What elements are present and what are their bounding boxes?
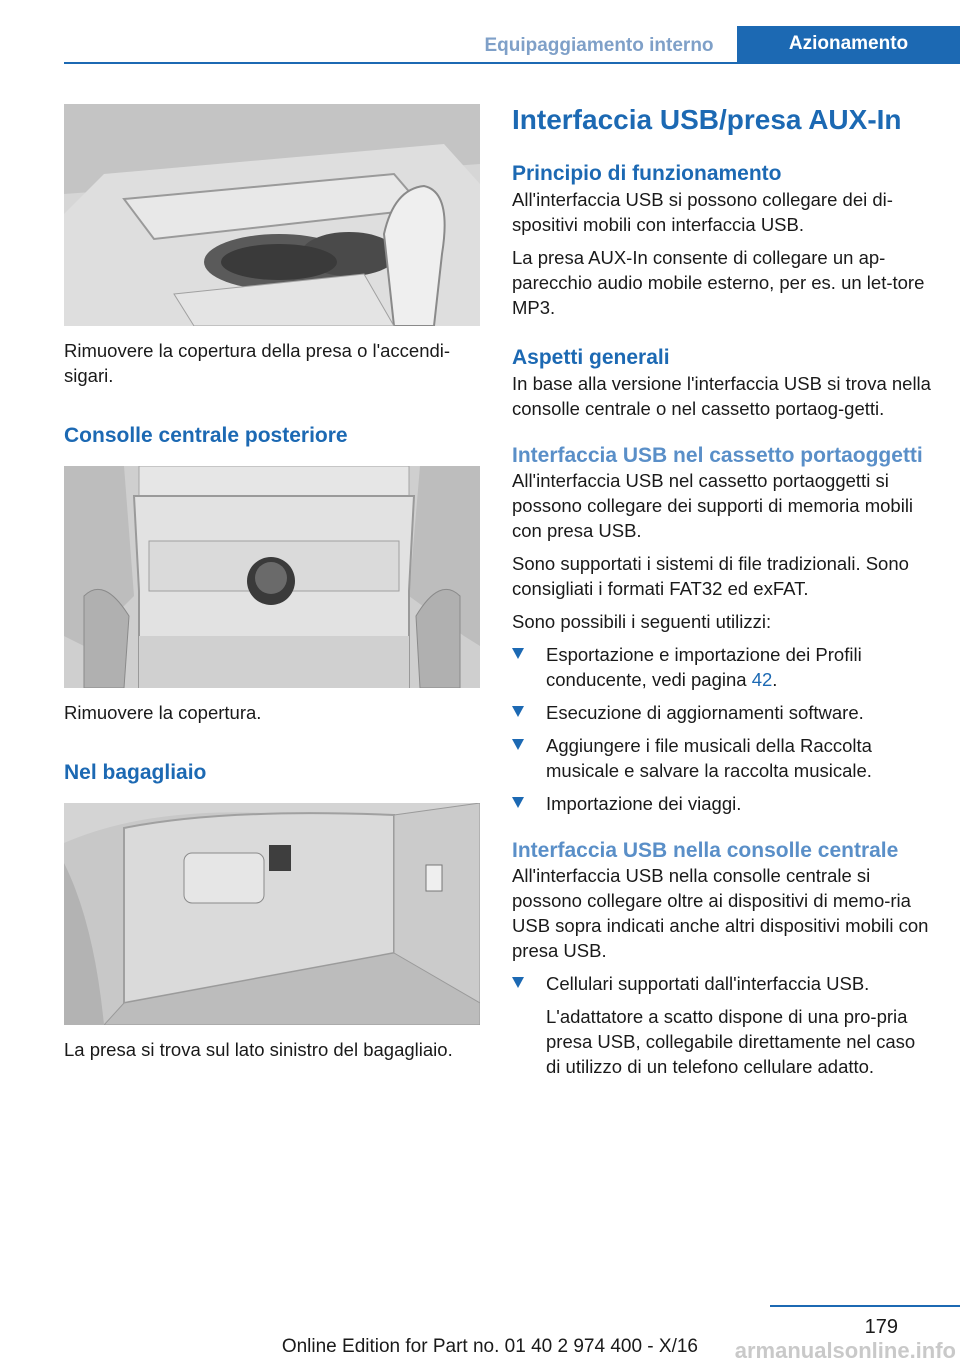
section-title: Interfaccia USB/presa AUX-In [512,104,902,135]
text-glovebox-3: Sono possibili i seguenti utilizzi: [512,611,772,632]
edition-note: Online Edition for Part no. 01 40 2 974 400 - X/16 [281,1336,698,1357]
heading-general: Aspetti generali [512,346,670,369]
caption-luggage: La presa si trova sul lato sinistro del bagagliaio. [64,1039,453,1060]
heading-console: Interfaccia USB nella consolle centrale [512,839,899,862]
list-item: Aggiungere i file musicali della Raccolta musicale e salvare la raccolta musicale. [512,733,932,783]
text-principle-2: La presa AUX-In consente di collegare un ap‐parecchio audio mobile esterno, per es. un let‐tore MP3. [512,247,925,318]
text-console: All'interfaccia USB nella consolle centrale si possono collegare oltre ai dispositivi di memo‐ria USB sopra indicati anche altri dispositivi mobili con presa USB. [512,865,929,961]
luggage-photo [64,803,480,1025]
left-column [64,104,480,1062]
text-general: In base alla versione l'interfaccia USB si trova nella consolle centrale o nel cassetto portaog‐getti. [512,373,931,419]
list-item: Cellulari supportati dall'interfaccia USB. L'adattatore a scatto dispone di una pro‐pria presa USB, collegabile direttamente nel caso di utilizzo di un telefono cellulare adatto. [512,971,932,1079]
right-column [512,104,932,1079]
text-glovebox-2: Sono supportati i sistemi di file tradizionali. Sono consigliati i formati FAT32 ed exFAT. [512,553,909,599]
heading-principle: Principio di funzionamento [512,162,782,185]
rear-console-photo [64,466,480,688]
heading-glovebox: Interfaccia USB nel cassetto portaoggetti [512,444,923,467]
page-link[interactable]: 42 [751,669,773,690]
list-item: Importazione dei viaggi. [512,791,932,816]
caption-rear-console: Rimuovere la copertura. [64,702,262,723]
text-glovebox-1: All'interfaccia USB nel cassetto portaoggetti si possono collegare dei supporti di memoria mobili con presa USB. [512,470,914,541]
caption-front-console: Rimuovere la copertura della presa o l'accendi‐sigari. [64,340,451,386]
chapter-tab[interactable]: Azionamento [737,26,960,62]
heading-luggage: Nel bagagliaio [64,761,207,784]
console-devices-list [512,971,932,1079]
list-item-detail: L'adattatore a scatto dispone di una pro‐pria presa USB, collegabile direttamente nel caso di utilizzo di un telefono cellulare adatto. [546,1006,916,1077]
heading-rear-console: Consolle centrale posteriore [64,424,348,447]
bullet-triangle-icon [512,797,524,808]
glovebox-uses-list [512,642,932,816]
list-item: Esportazione e importazione dei Profili conducente, vedi pagina 42. [512,642,932,692]
bullet-triangle-icon [512,977,524,988]
front-console-photo [64,104,480,326]
bullet-triangle-icon [512,739,524,750]
page-number: 179 [864,1316,898,1338]
bullet-triangle-icon [512,706,524,717]
list-item: Esecuzione di aggiornamenti software. [512,700,932,725]
bullet-triangle-icon [512,648,524,659]
footer-rule [770,1305,960,1307]
text-principle-1: All'interfaccia USB si possono collegare dei di‐spositivi mobili con interfaccia USB. [512,189,893,235]
page-header [0,0,960,64]
header-rule [64,62,960,64]
section-tab[interactable]: Equipaggiamento interno [484,35,714,56]
watermark: armanualsonline.info [734,1338,956,1363]
